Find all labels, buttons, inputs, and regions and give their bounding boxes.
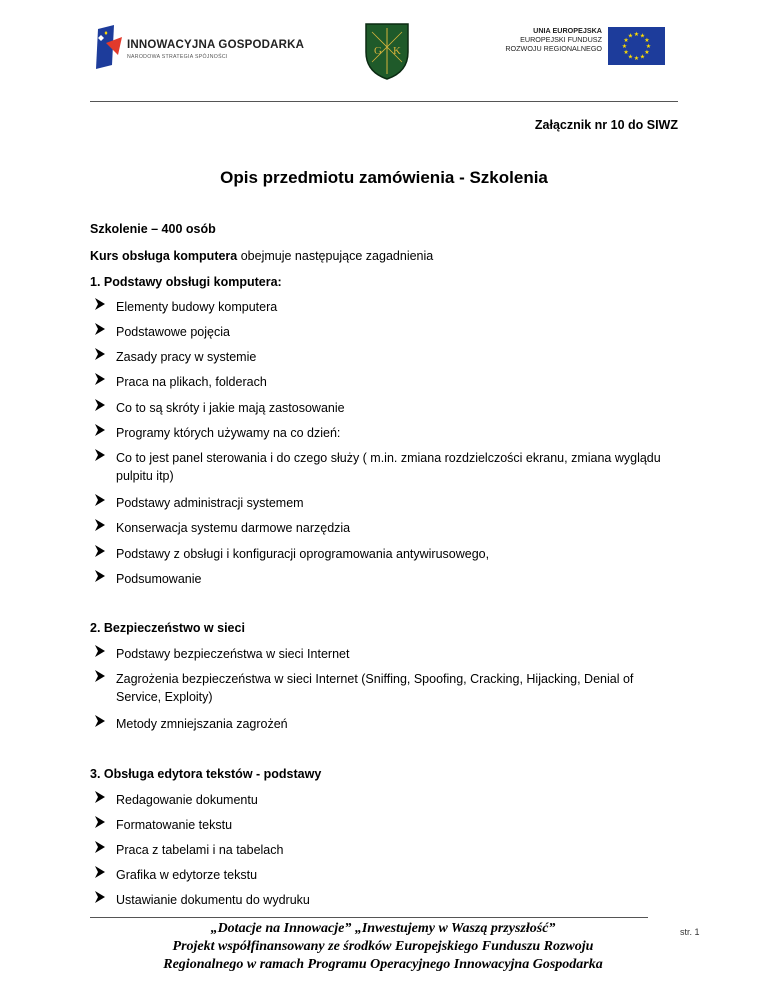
- eu-star-icon: ★: [621, 44, 628, 50]
- arrow-bullet-icon: [94, 714, 106, 728]
- list-item-text: Programy których używamy na co dzień:: [116, 426, 341, 440]
- footer-line3: Regionalnego w ramach Programu Operacyjnego Innowacyjna Gospodarka: [163, 957, 603, 972]
- logo-mark-icon: [92, 25, 132, 69]
- eu-star-icon: ★: [639, 54, 646, 61]
- arrow-bullet-icon: [94, 347, 106, 361]
- eu-line3: ROZWOJU REGIONALNEGO: [505, 44, 602, 53]
- arrow-bullet-icon: [94, 518, 106, 532]
- svg-text:G: G: [374, 45, 382, 57]
- list-item-text: Zasady pracy w systemie: [116, 350, 257, 364]
- arrow-bullet-icon: [94, 865, 106, 879]
- list-item-text: Praca na plikach, folderach: [116, 375, 267, 389]
- list-item-text: Metody zmniejszania zagrożeń: [116, 717, 288, 731]
- list-item-text: Podstawy z obsługi i konfiguracji oprogramowania antywirusowego,: [116, 547, 490, 561]
- list-item-text: Co to są skróty i jakie mają zastosowanie: [116, 401, 345, 415]
- arrow-bullet-icon: [94, 840, 106, 854]
- eu-flag-icon: [608, 27, 665, 65]
- logo-left-title: INNOWACYJNA GOSPODARKA: [127, 39, 305, 51]
- list-item-text: Ustawianie dokumentu do wydruku: [116, 893, 310, 907]
- list-item-text: Konserwacja systemu darmowe narzędzia: [116, 521, 351, 535]
- arrow-bullet-icon: [94, 815, 106, 829]
- eu-star-icon: ★: [627, 54, 634, 61]
- list-item-text: Grafika w edytorze tekstu: [116, 868, 258, 882]
- arrow-bullet-icon: [94, 372, 106, 386]
- list-item-text: Podstawowe pojęcia: [116, 325, 230, 339]
- course-name: Kurs obsługa komputera: [90, 249, 238, 263]
- training-heading: Szkolenie – 400 osób: [90, 222, 216, 236]
- annex-label: Załącznik nr 10 do SIWZ: [534, 118, 678, 132]
- eu-star-icon: ★: [623, 50, 629, 56]
- eu-star-icon: ★: [633, 56, 640, 62]
- list-item-text: Elementy budowy komputera: [116, 300, 278, 314]
- footer-line1: „Dotacje na Innowacje” „Inwestujemy w Waszą przyszłość”: [210, 921, 556, 936]
- arrow-bullet-icon: [94, 493, 106, 507]
- footer-rule: [90, 917, 648, 918]
- eu-line1: UNIA EUROPEJSKA: [533, 26, 602, 35]
- list-item-text: Praca z tabelami i na tabelach: [116, 843, 284, 857]
- arrow-bullet-icon: [94, 790, 106, 804]
- course-intro: [90, 249, 433, 263]
- gmina-crest-icon: [362, 22, 412, 80]
- arrow-bullet-icon: [94, 322, 106, 336]
- eu-star-icon: ★: [644, 38, 650, 44]
- arrow-bullet-icon: [94, 544, 106, 558]
- arrow-bullet-icon: [94, 398, 106, 412]
- eu-star-icon: ★: [644, 50, 650, 56]
- eu-line2: EUROPEJSKI FUNDUSZ: [520, 35, 602, 44]
- page-title: Opis przedmiotu zamówienia - Szkolenia: [220, 168, 548, 187]
- eu-text: [492, 26, 602, 53]
- logo-left-subtitle: NARODOWA STRATEGIA SPÓJNOŚCI: [127, 54, 228, 60]
- eu-star-icon: ★: [633, 32, 640, 38]
- list-item-text: Co to jest panel sterowania i do czego służy ( m.in. zmiana rozdzielczości ekranu, zmiana wyglądu pulpitu itp): [116, 451, 661, 483]
- list-item-text: Zagrożenia bezpieczeństwa w sieci Internet (Sniffing, Spoofing, Cracking, Hijacking, Denial of Service, Exploity): [116, 672, 634, 704]
- list-item-text: Formatowanie tekstu: [116, 818, 233, 832]
- innowacyjna-gospodarka-logo: [92, 25, 305, 69]
- footer-line2: Projekt współfinansowany ze środków Europejskiego Funduszu Rozwoju: [172, 939, 594, 954]
- arrow-bullet-icon: [94, 297, 106, 311]
- list-item-text: Podsumowanie: [116, 572, 202, 586]
- eu-star-icon: ★: [645, 44, 652, 50]
- page-number: str. 1: [680, 927, 700, 937]
- svg-text:K: K: [393, 45, 401, 57]
- eu-star-icon: ★: [639, 33, 646, 40]
- arrow-bullet-icon: [94, 890, 106, 904]
- arrow-bullet-icon: [94, 448, 106, 462]
- eu-star-icon: ★: [627, 33, 634, 40]
- arrow-bullet-icon: [94, 569, 106, 583]
- footer: [90, 920, 676, 974]
- eu-star-icon: ★: [623, 38, 629, 44]
- course-rest: obejmuje następujące zagadnienia: [237, 249, 434, 263]
- arrow-bullet-icon: [94, 423, 106, 437]
- arrow-bullet-icon: [94, 644, 106, 658]
- header-rule: [90, 101, 678, 102]
- section1-heading: 1. Podstawy obsługi komputera:: [90, 275, 282, 289]
- arrow-bullet-icon: [94, 669, 106, 683]
- section2-heading: 2. Bezpieczeństwo w sieci: [90, 621, 245, 635]
- section3-heading: 3. Obsługa edytora tekstów - podstawy: [90, 767, 322, 781]
- list-item-text: Redagowanie dokumentu: [116, 793, 258, 807]
- list-item-text: Podstawy bezpieczeństwa w sieci Internet: [116, 647, 350, 661]
- list-item-text: Podstawy administracji systemem: [116, 496, 304, 510]
